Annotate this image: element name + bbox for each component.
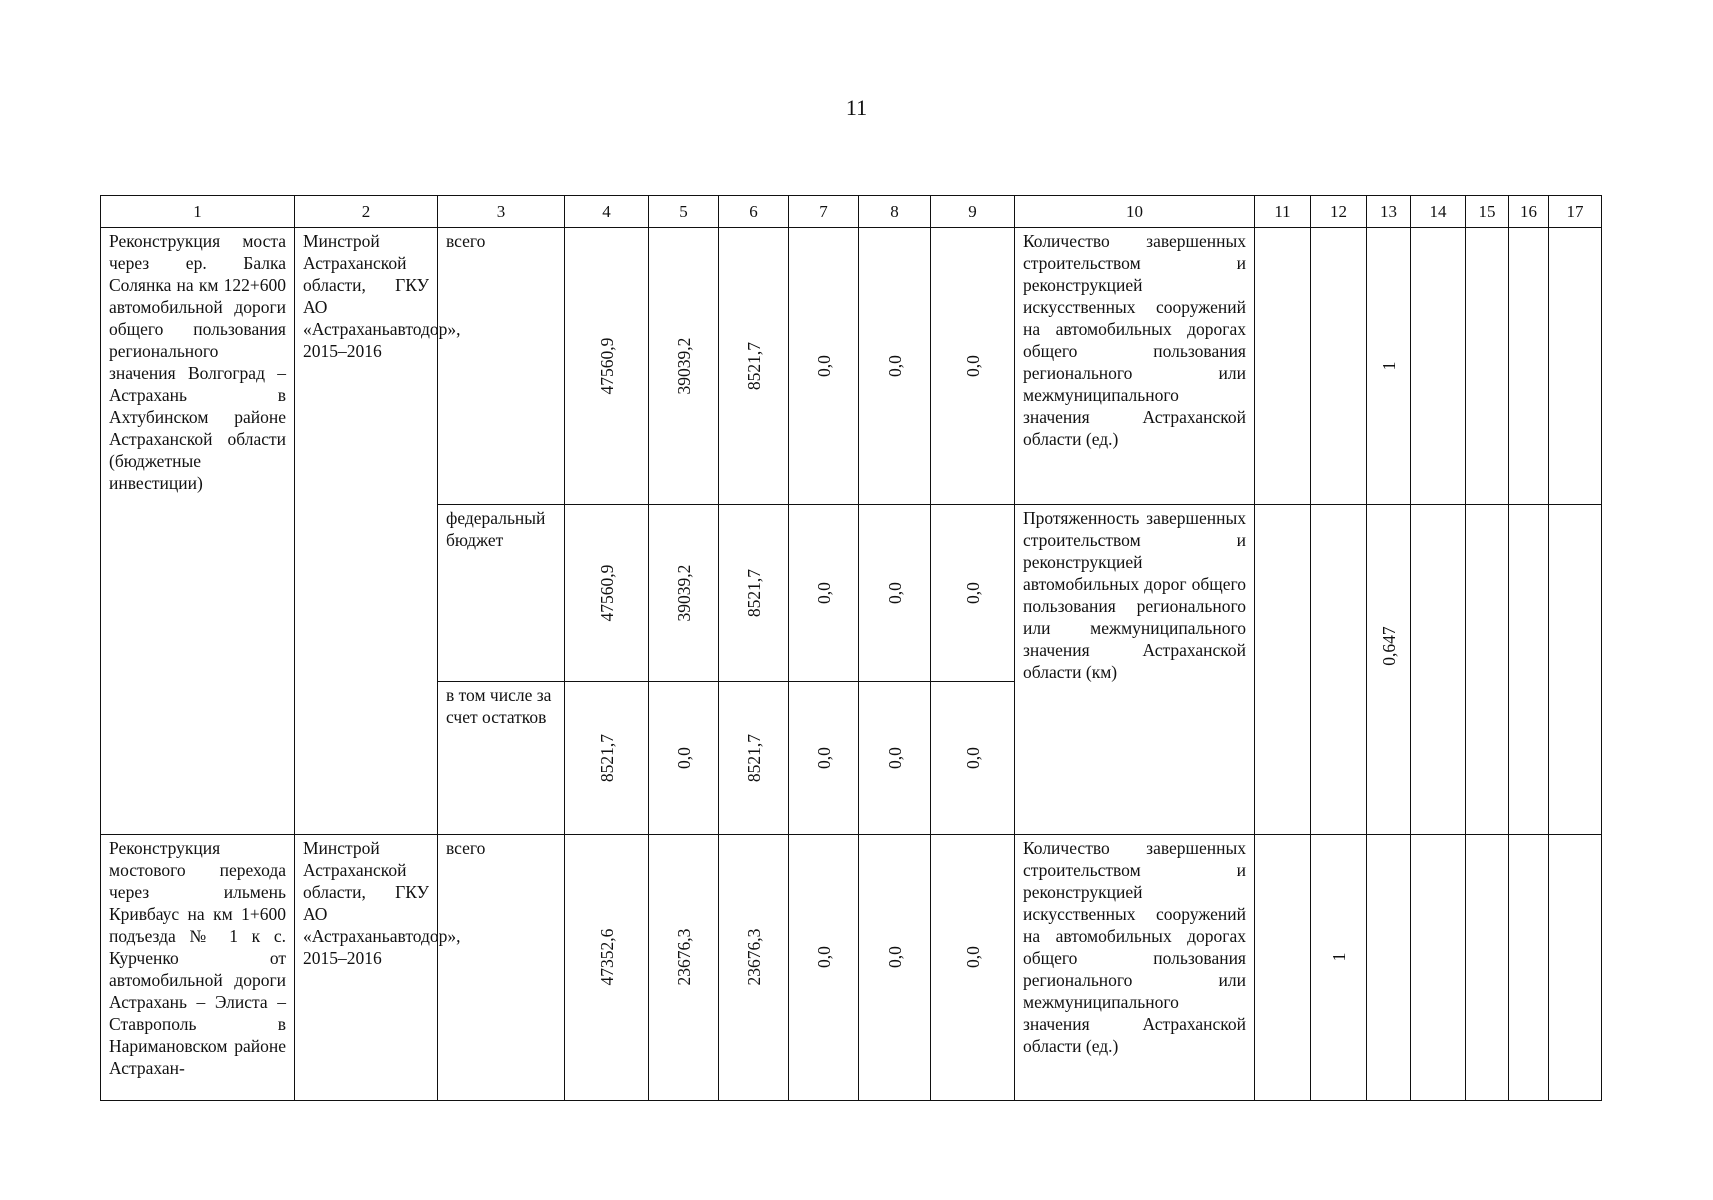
value-cell [649,505,719,682]
value-col8: 0,0 [884,945,905,968]
value-cell [931,228,1015,505]
value-col7: 0,0 [813,945,834,968]
source-cell [438,835,565,1101]
indicator-value-col13: 0,647 [1378,626,1399,667]
value-cell [1311,835,1367,1101]
project-name: Реконструкция мостового перехода через ильмень Кривбаус на км 1+600 подъезда № 1 к с. Курченко от автомобильной дороги Астрахань – Элиста – Ставрополь в Наримановском районе Астрахан- [109,838,286,1078]
indicator-cell [1015,505,1255,835]
source-cell [438,505,565,682]
indicator-text: Количество завершенных строительством и реконструкцией искусственных сооружений на автомобильных дорогах общего пользования регионального или межмуниципального значения Астраханской области (ед.) [1023,838,1246,1056]
empty-cell [1411,505,1466,835]
value-cell [931,505,1015,682]
col-header: 17 [1549,196,1602,228]
executor: Минстрой Астраханской области, ГКУ АО «Астраханьавтодор», 2015–2016 [303,231,461,361]
col-header: 6 [719,196,789,228]
value-cell [719,835,789,1101]
value-col5: 0,0 [673,747,694,769]
col-header: 9 [931,196,1015,228]
col-header: 12 [1311,196,1367,228]
project-name-cell [101,835,295,1101]
empty-cell [1466,228,1509,505]
source-cell [438,228,565,505]
funding-source: всего [446,231,486,251]
value-cell [1367,505,1411,835]
empty-cell [1509,228,1549,505]
col-header: 15 [1466,196,1509,228]
indicator-cell [1015,228,1255,505]
executor-cell [295,228,461,835]
indicator-cell [1015,835,1255,1101]
empty-cell [1411,228,1466,505]
header-row [101,196,1602,228]
empty-cell [1549,835,1602,1101]
project-name-cell [101,228,295,835]
value-col5: 23676,3 [673,928,694,986]
value-cell [789,228,859,505]
value-cell [649,228,719,505]
funding-source: всего [446,838,486,858]
empty-cell [1311,505,1367,835]
value-col5: 39039,2 [673,337,694,395]
col-header: 2 [295,196,438,228]
col-header: 1 [101,196,295,228]
value-col6: 8521,7 [743,733,764,783]
program-table [100,195,1602,1101]
value-cell [719,682,789,835]
empty-cell [1466,505,1509,835]
value-cell [789,505,859,682]
col-header: 3 [438,196,565,228]
col-header: 10 [1015,196,1255,228]
funding-source: в том числе за счет остатков [446,685,552,727]
indicator-value-col13: 1 [1378,361,1399,371]
executor-cell [295,835,461,1101]
value-cell [565,505,649,682]
indicator-text: Протяженность завершенных строительством и реконструкцией автомобильных дорог общего пользования регионального или межмуниципального значения Астраханской области (км) [1023,508,1246,682]
col-header: 8 [859,196,931,228]
executor: Минстрой Астраханской области, ГКУ АО «Астраханьавтодор», 2015–2016 [303,838,461,968]
col-header: 4 [565,196,649,228]
page-number: 11 [845,95,868,120]
value-col8: 0,0 [884,355,905,377]
empty-cell [1367,835,1411,1101]
value-col4: 47352,6 [596,928,617,986]
empty-cell [1411,835,1466,1101]
value-cell [859,682,931,835]
value-cell [931,835,1015,1101]
value-cell [719,505,789,682]
value-cell [565,228,649,505]
empty-cell [1549,505,1602,835]
value-cell [931,682,1015,835]
value-cell [859,505,931,682]
value-cell [565,682,649,835]
col-header: 14 [1411,196,1466,228]
value-cell [789,682,859,835]
value-col8: 0,0 [884,582,905,604]
value-cell [1367,228,1411,505]
value-col7: 0,0 [813,747,834,769]
value-col4: 8521,7 [596,733,617,783]
empty-cell [1509,505,1549,835]
indicator-text: Количество завершенных строительством и реконструкцией искусственных сооружений на автомобильных дорогах общего пользования регионального или межмуниципального значения Астраханской области (ед.) [1023,231,1246,449]
empty-cell [1466,835,1509,1101]
value-cell [649,682,719,835]
value-col9: 0,0 [962,582,983,604]
value-col6: 8521,7 [743,568,764,618]
empty-cell [1311,228,1367,505]
value-cell [859,835,931,1101]
empty-cell [1255,228,1311,505]
empty-cell [1255,835,1311,1101]
value-col6: 8521,7 [743,341,764,391]
col-header: 7 [789,196,859,228]
value-col8: 0,0 [884,747,905,769]
empty-cell [1549,228,1602,505]
empty-cell [1255,505,1311,835]
table-row [101,835,1602,1101]
value-cell [719,228,789,505]
value-cell [789,835,859,1101]
indicator-value-col12: 1 [1328,952,1349,962]
value-col4: 47560,9 [596,337,617,395]
col-header: 13 [1367,196,1411,228]
value-col9: 0,0 [962,747,983,769]
value-col4: 47560,9 [596,564,617,622]
col-header: 16 [1509,196,1549,228]
empty-cell [1509,835,1549,1101]
value-col5: 39039,2 [673,564,694,622]
funding-source: федеральный бюджет [446,508,546,550]
value-col6: 23676,3 [743,928,764,986]
value-col7: 0,0 [813,582,834,604]
value-cell [649,835,719,1101]
value-cell [565,835,649,1101]
value-col7: 0,0 [813,355,834,377]
project-name: Реконструкция моста через ер. Балка Солянка на км 122+600 автомобильной дороги общего пользования регионального значения Волгоград – Астрахань в Ахтубинском районе Астраханской области (бюджетные инвестиции) [109,231,286,493]
table-row [101,228,1602,505]
col-header: 11 [1255,196,1311,228]
value-col9: 0,0 [962,355,983,377]
source-cell [438,682,565,835]
value-col9: 0,0 [962,945,983,968]
value-cell [859,228,931,505]
col-header: 5 [649,196,719,228]
